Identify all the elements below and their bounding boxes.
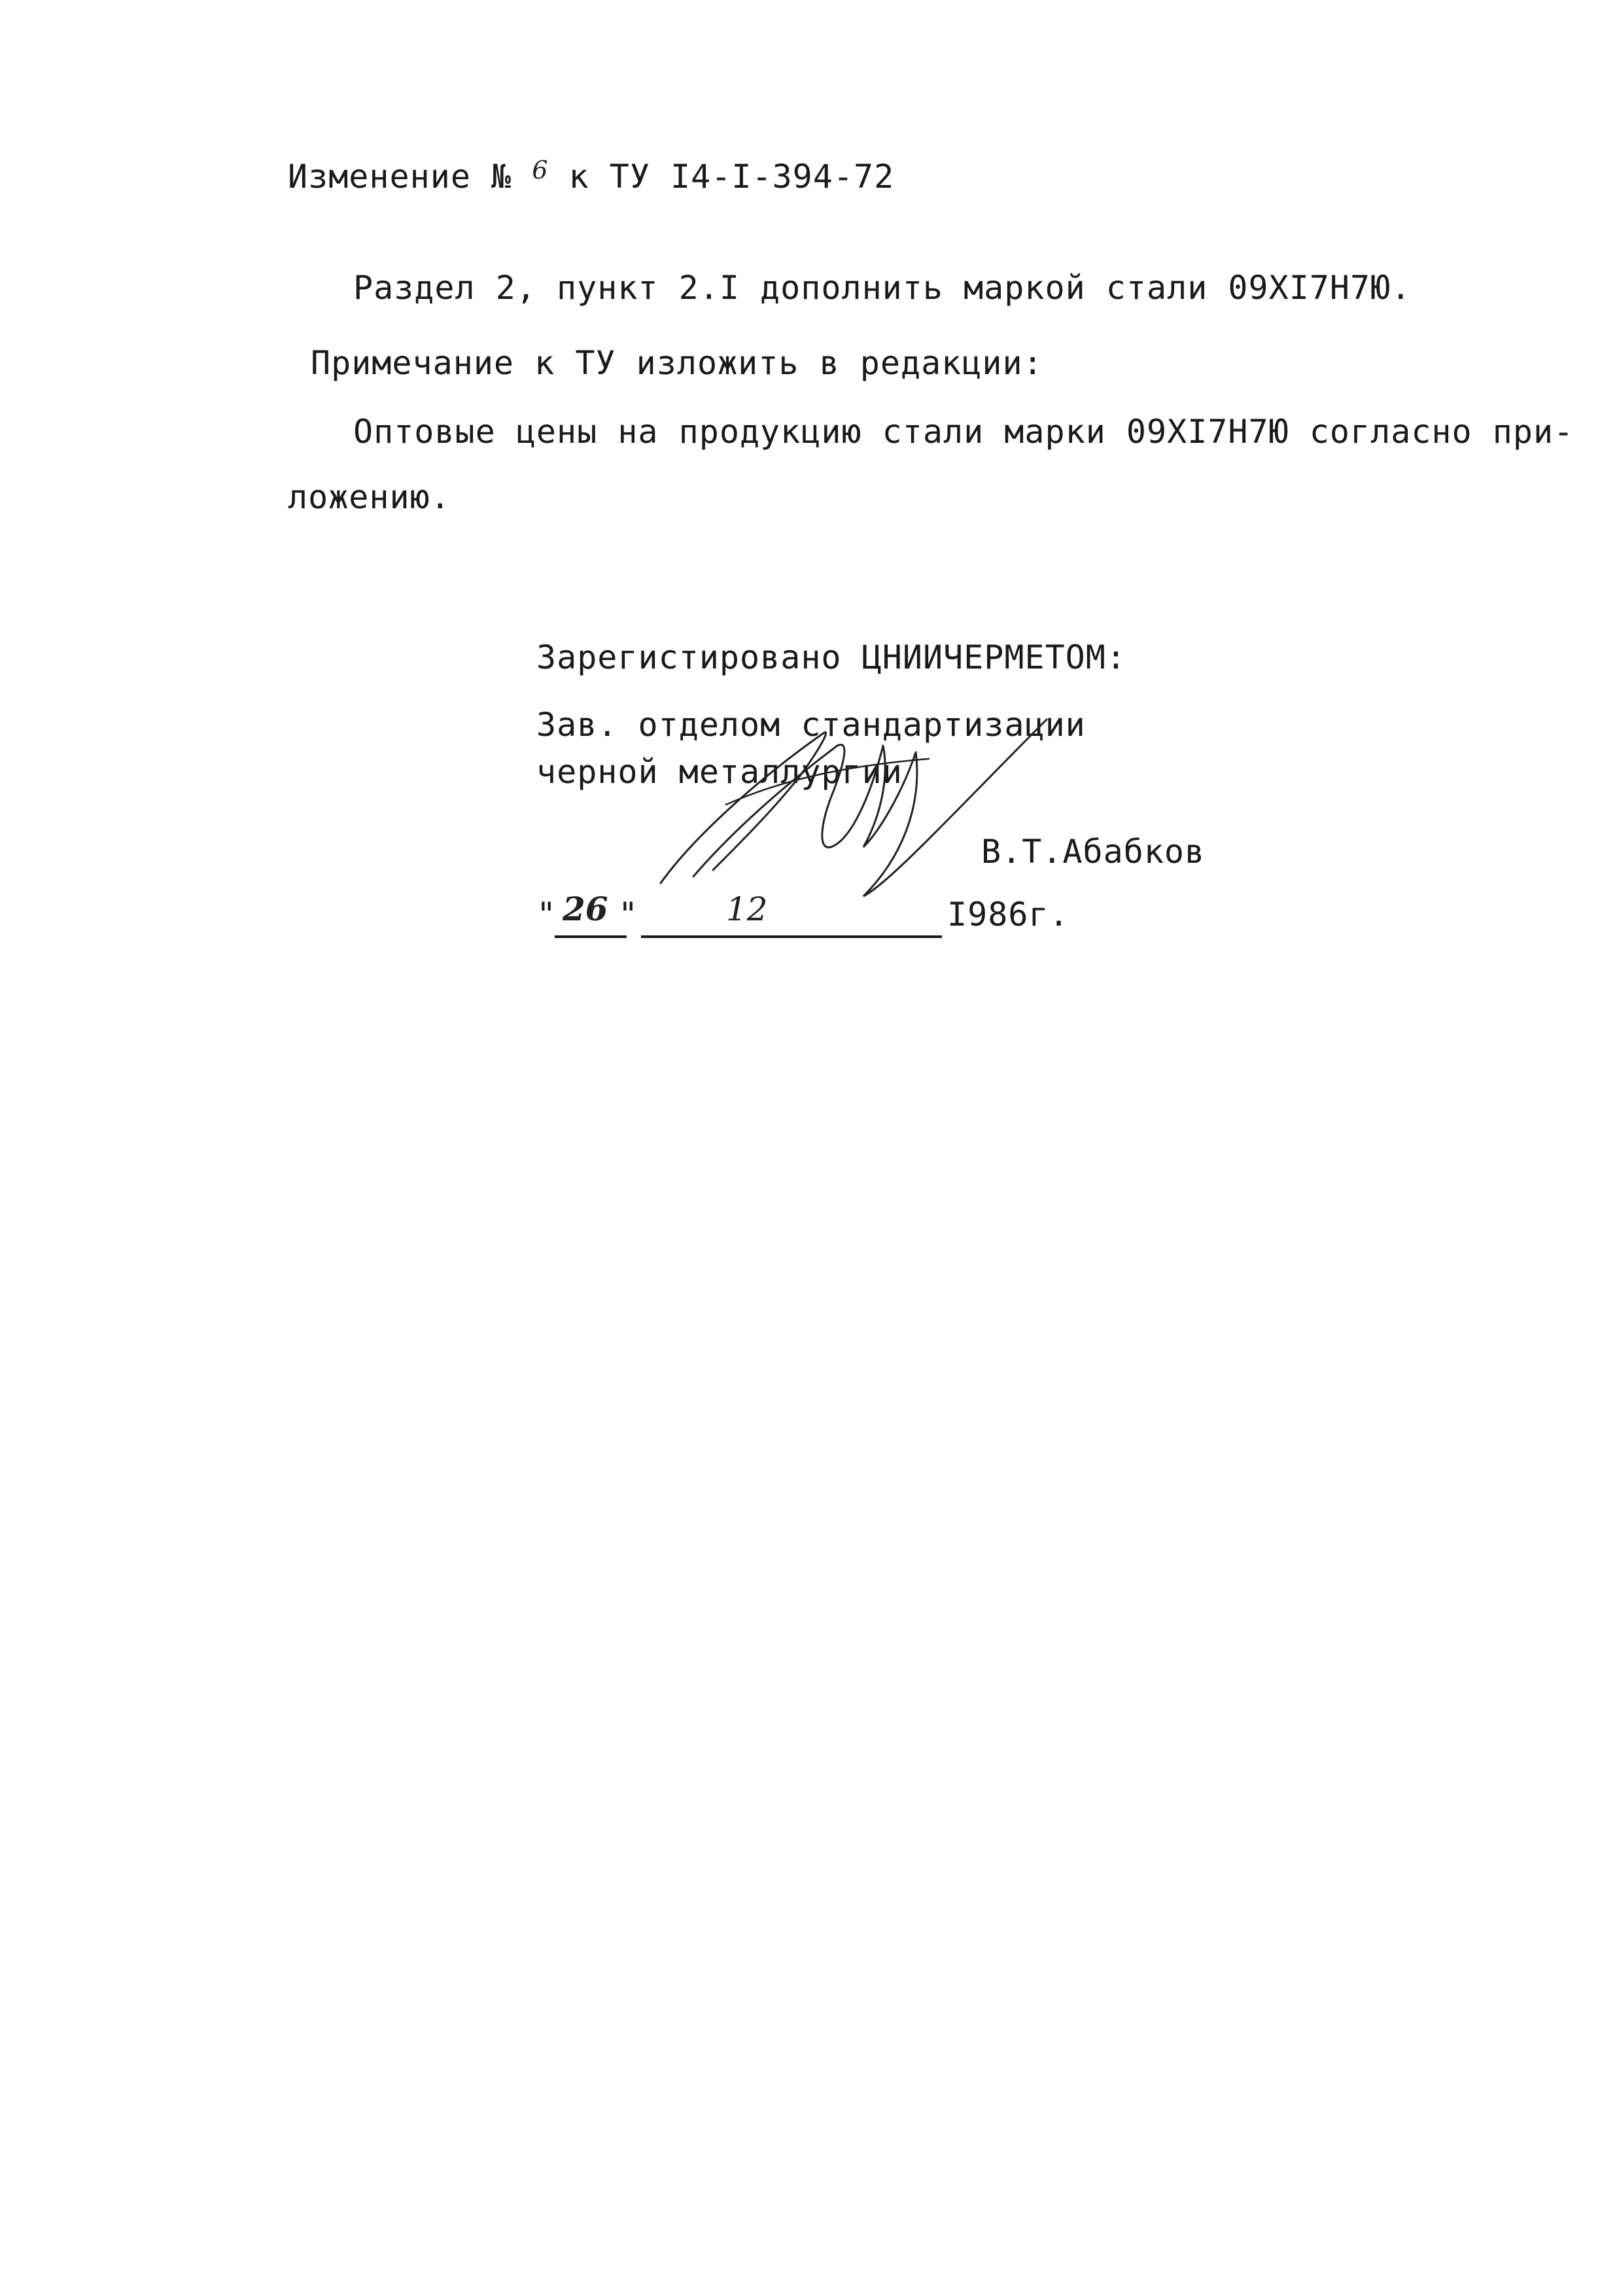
date-year: I986г. bbox=[947, 896, 1069, 933]
change-header bbox=[288, 157, 894, 199]
prices-paragraph-line-1: Оптовые цены на продукцию стали марки 09XI7H7Ю согласно при- bbox=[353, 413, 1574, 451]
signer-name: В.Т.Абабков bbox=[981, 833, 1206, 871]
date-open-quote: " bbox=[536, 896, 557, 933]
prices-paragraph-line-2: ложению. bbox=[288, 478, 451, 516]
registered-label: Зарегистировано ЦНИИЧЕРМЕТОМ: bbox=[536, 638, 1126, 676]
position-line-2: черной металлургии bbox=[536, 753, 903, 791]
date-month-handwritten: 12 bbox=[726, 890, 768, 928]
date-close-quote: " bbox=[618, 896, 639, 933]
date-day-underline bbox=[555, 935, 627, 938]
change-header-prefix: Изменение № bbox=[288, 158, 512, 196]
change-number-handwritten: 6 bbox=[532, 156, 549, 184]
section-paragraph: Раздел 2, пункт 2.I дополнить маркой стали 09XI7H7Ю. bbox=[353, 269, 1412, 307]
date-month-underline bbox=[641, 935, 942, 938]
handwritten-signature bbox=[654, 706, 1125, 909]
change-header-suffix: к ТУ I4-I-394-72 bbox=[568, 158, 895, 196]
note-paragraph: Примечание к ТУ изложить в редакции: bbox=[311, 344, 1043, 382]
position-line-1: Зав. отделом стандартизации bbox=[536, 706, 1086, 744]
date-day-handwritten: 26 bbox=[563, 890, 608, 928]
